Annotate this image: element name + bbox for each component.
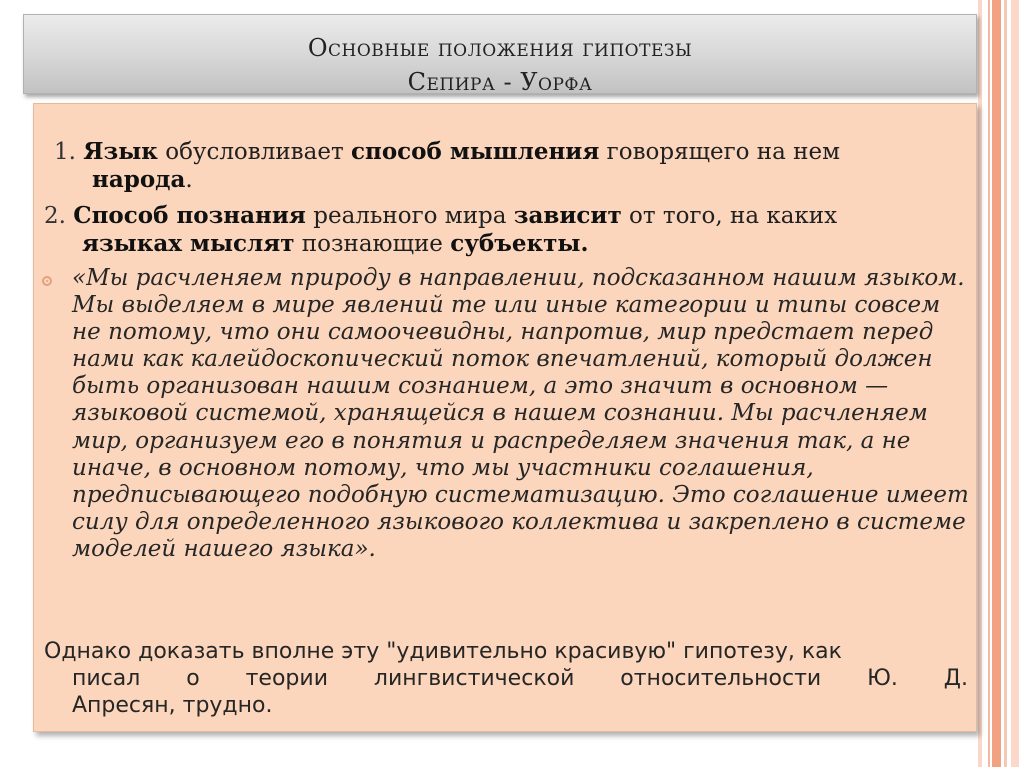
whorf-quote: «Мы расчленяем природу в направлении, подсказанном нашим языком. Мы выделяем в мире явлений те или иные категории и типы совсем не потому, что они самоочевидны, напротив, мир предстает перед нами как калейдоскопический поток впечатлений, который должен быть организован нашим сознанием, а это значит в основном — языковой системой, хранящейся в нашем сознании. Мы расчленяем мир, организуем его в понятия и распределяем значения так, а не иначе, в основном потому, что мы участники соглашения, предписывающего подобную систематизацию. Это соглашение имеет силу для определенного языкового коллектива и закреплено в системе моделей нашего языка».: [72, 265, 969, 562]
stripe: [988, 0, 990, 767]
list-item-2: [44, 202, 954, 258]
bold-term: народа: [92, 166, 186, 193]
conclusion-line-1: Однако доказать вполне эту "удивительно красивую" гипотезу, как: [44, 639, 842, 664]
bold-term: Язык: [83, 138, 158, 165]
item-text: .: [185, 167, 193, 193]
item-continuation: [44, 230, 954, 258]
item-text: от того, на каких: [621, 203, 838, 229]
stripe: [992, 0, 1001, 767]
bold-term: Способ познания: [73, 202, 306, 229]
slide-title-line-1: Основные положения гипотезы: [307, 34, 693, 62]
item-text: обусловливает: [157, 139, 351, 165]
bold-term: способ мышления: [350, 138, 600, 165]
item-text: говорящего на нем: [599, 139, 840, 165]
bold-term: субъекты.: [450, 230, 589, 257]
conclusion-line-3: Апресян, трудно.: [72, 693, 273, 718]
bold-term: языках мыслят: [82, 230, 295, 257]
item-number: 1.: [54, 139, 84, 165]
slide-title-line-2: Сепира - Уорфа: [407, 68, 593, 96]
stripe: [1011, 0, 1019, 767]
bold-term: зависит: [513, 202, 622, 229]
slide-title-bar: [23, 14, 977, 94]
stripe: [1004, 0, 1007, 767]
item-continuation: [54, 166, 954, 194]
conclusion-paragraph: [44, 638, 968, 719]
stripe: [978, 0, 982, 767]
item-text: познающие: [294, 231, 451, 257]
conclusion-line-2: писал о теории лингвистической относительности Ю. Д.: [72, 666, 968, 691]
circle-bullet-icon: [42, 276, 52, 286]
item-number: 2.: [44, 203, 74, 229]
list-item-1: [54, 138, 954, 194]
decorative-stripes: [978, 0, 1024, 767]
item-text: реального мира: [305, 203, 514, 229]
content-box: [33, 103, 977, 732]
